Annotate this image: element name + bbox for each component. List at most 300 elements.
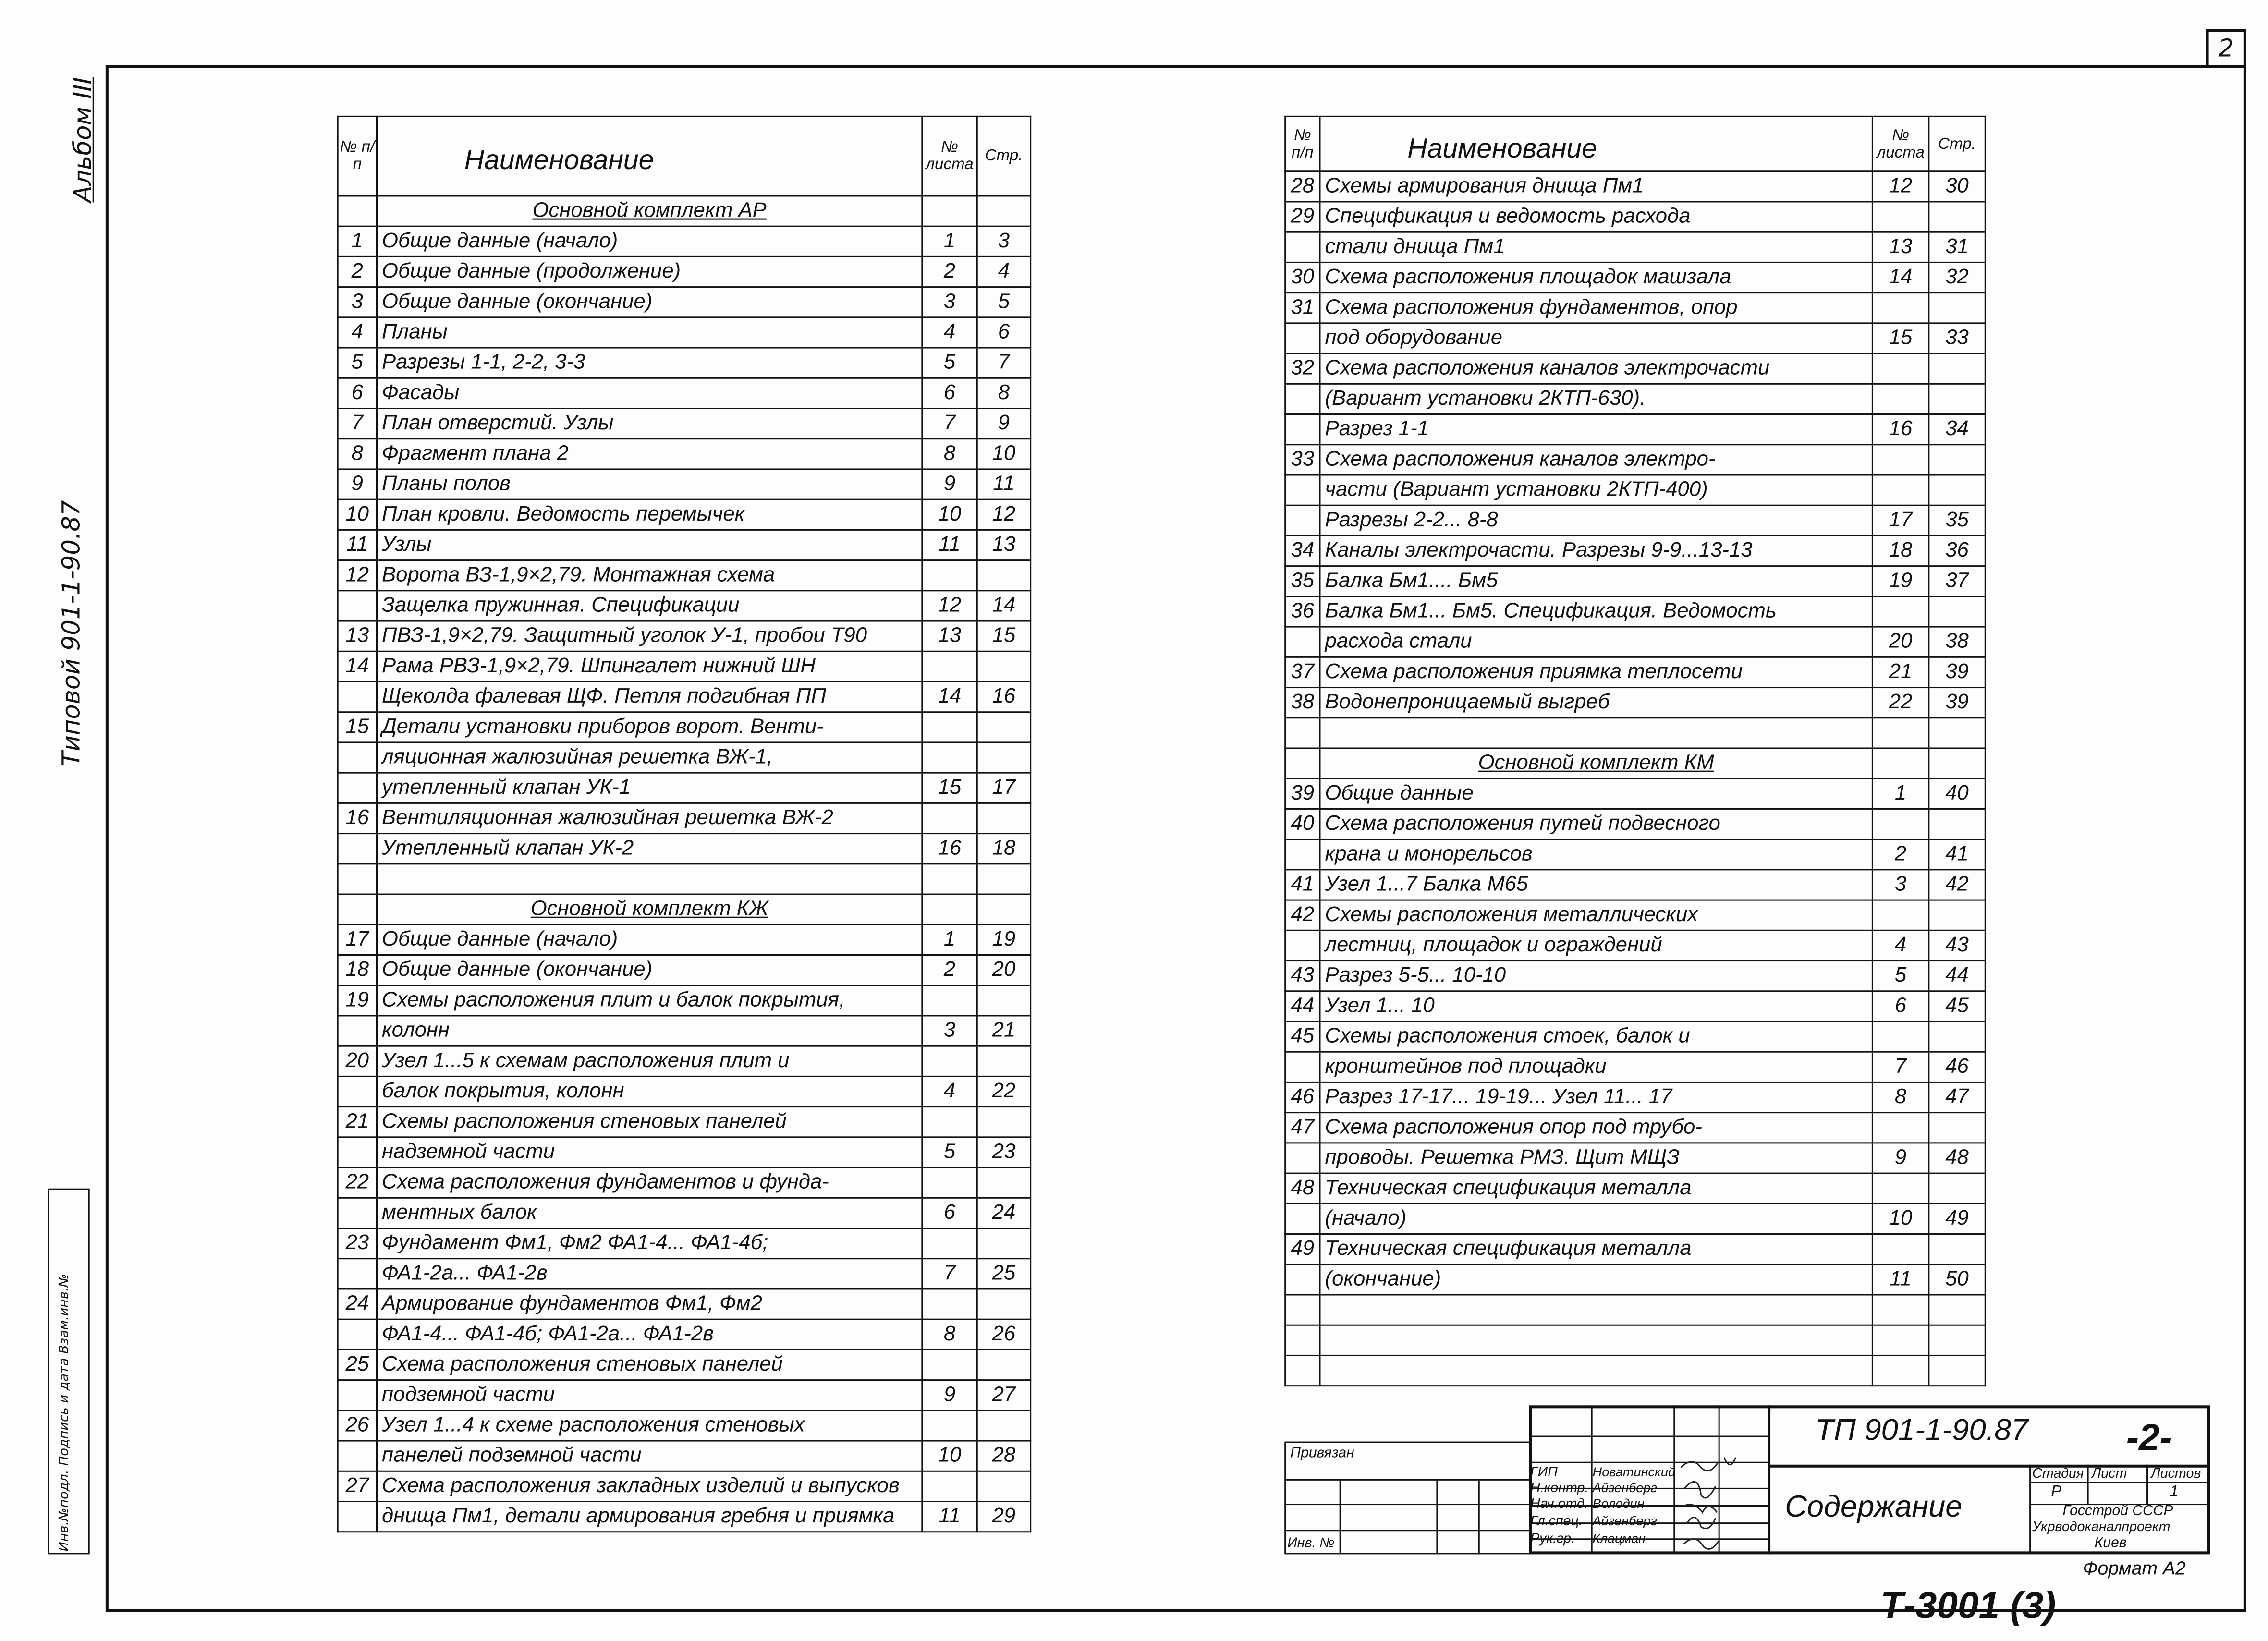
row-page: 18 [977,834,1030,864]
table-row [338,226,1031,256]
row-name: Общие данные (продолжение) [377,256,922,287]
row-number: 42 [1285,900,1320,930]
table-row [338,469,1031,499]
row-page: 41 [1929,839,1985,870]
row-number: 38 [1285,688,1320,718]
row-name: Разрезы 2-2... 8-8 [1320,505,1872,535]
table-row [338,1167,1031,1198]
row-page [1929,1021,1985,1052]
table-row [338,651,1031,681]
row-number: 46 [1285,1082,1320,1112]
row-name: План кровли. Ведомость перемычек [377,499,922,530]
section-title: Основной комплект КМ [1320,748,1872,778]
org-line-2: Укрводоканалпроект [2032,1519,2170,1536]
row-number [1285,323,1320,353]
row-sheet [1872,445,1928,475]
row-number: 16 [338,803,377,833]
row-sheet [922,1410,977,1441]
row-sheet [1872,809,1928,839]
table-row [1285,293,1986,323]
row-sheet: 2 [922,256,977,287]
row-sheet [922,1046,977,1076]
approval-strip-label: Инв.№подл. Подпись и дата Взам.инв.№ [58,1274,73,1552]
row-name: Схемы расположения стеновых панелей [377,1107,922,1137]
row-number: 25 [338,1349,377,1380]
row-page: 20 [977,955,1030,985]
row-name: Детали установки приборов ворот. Венти- [377,712,922,742]
row-sheet [922,1228,977,1259]
row-page [977,985,1030,1016]
empty-cell [1285,1295,1320,1325]
row-sheet: 7 [922,1259,977,1289]
row-number: 1 [338,226,377,256]
section-row [338,894,1031,924]
row-page [1929,596,1985,627]
table-row [338,317,1031,348]
row-page: 19 [977,924,1030,955]
empty-cell [338,864,377,894]
row-number: 39 [1285,778,1320,809]
empty-cell [1320,718,1872,748]
name-norm-control: Айзенберг [1592,1480,1657,1495]
table-row [338,1228,1031,1259]
row-page: 40 [1929,778,1985,809]
row-name: кронштейнов под площадки [1320,1052,1872,1082]
blank-row [1285,1295,1986,1325]
row-number [1285,627,1320,657]
table-row [338,591,1031,621]
table-row [1285,1264,1986,1295]
row-number [1285,1203,1320,1234]
row-page: 31 [1929,232,1985,262]
row-name: Балка Бм1... Бм5. Спецификация. Ведомость [1320,596,1872,627]
row-page [977,712,1030,742]
name-gip: Новатинский [1592,1464,1676,1479]
row-sheet: 8 [922,439,977,469]
row-sheet: 15 [1872,323,1928,353]
row-name: Рама РВЗ-1,9×2,79. Шпингалет нижний ШН [377,651,922,681]
table-row [338,378,1031,408]
row-sheet: 6 [1872,991,1928,1021]
row-sheet [1872,1113,1928,1143]
row-sheet: 8 [1872,1082,1928,1112]
row-number [338,1016,377,1046]
row-page [1929,748,1985,778]
table-row [338,1046,1031,1076]
table-row [338,1016,1031,1046]
table-row [1285,535,1986,566]
row-name: надземной части [377,1137,922,1167]
header-sheet: № листа [1872,116,1928,171]
row-sheet: 10 [922,499,977,530]
row-page [977,742,1030,773]
row-sheet [922,742,977,773]
row-number: 34 [1285,535,1320,566]
empty-cell [977,864,1030,894]
row-name: Щеколда фалевая ЩФ. Петля подгибная ПП [377,681,922,712]
row-page: 12 [977,499,1030,530]
table-row [338,499,1031,530]
table-row [1285,809,1986,839]
row-page: 27 [977,1380,1030,1410]
header-page: Стр. [977,116,1030,196]
row-name: ляционная жалюзийная решетка ВЖ-1, [377,742,922,773]
table-row [338,681,1031,712]
blank-row [1285,718,1986,748]
table-row [338,834,1031,864]
row-sheet: 11 [1872,1264,1928,1295]
empty-cell [1929,1325,1985,1355]
empty-cell [1872,718,1928,748]
row-name: крана и монорельсов [1320,839,1872,870]
org-line-1: Госстрой СССР [2062,1504,2173,1520]
row-name: (начало) [1320,1203,1872,1234]
header-name: Наименование [377,116,922,196]
name-dept-head: Володин [1592,1496,1645,1511]
table-row [338,256,1031,287]
header-number: № п/п [338,116,377,196]
row-sheet: 3 [922,287,977,317]
row-number: 13 [338,621,377,651]
row-sheet [1872,1173,1928,1203]
row-number: 21 [338,1107,377,1137]
row-page: 35 [1929,505,1985,535]
table-row [1285,1173,1986,1203]
row-sheet: 1 [922,226,977,256]
attached-label: Привязан [1290,1446,1354,1462]
row-sheet [922,560,977,591]
row-sheet [1872,748,1928,778]
row-number [338,1502,377,1532]
row-name: Узел 1...5 к схемам расположения плит и [377,1046,922,1076]
row-sheet: 9 [922,1380,977,1410]
row-number: 43 [1285,961,1320,991]
row-number: 24 [338,1289,377,1319]
table-row [1285,991,1986,1021]
row-sheet: 19 [1872,566,1928,596]
row-name: утепленный клапан УК-1 [377,773,922,803]
row-sheet [922,1471,977,1501]
row-name: ментных балок [377,1198,922,1228]
row-page: 17 [977,773,1030,803]
row-sheet: 1 [1872,778,1928,809]
row-sheet: 5 [1872,961,1928,991]
row-name: Схема расположения площадок машзала [1320,262,1872,292]
blank-row [1285,1325,1986,1355]
row-name: Узел 1...7 Балка М65 [1320,870,1872,900]
row-number: 18 [338,955,377,985]
row-number [338,1319,377,1349]
row-number: 45 [1285,1021,1320,1052]
empty-cell [1320,1355,1872,1386]
table-row [338,955,1031,985]
row-page: 32 [1929,262,1985,292]
row-number: 31 [1285,293,1320,323]
row-page [1929,1173,1985,1203]
empty-cell [1285,718,1320,748]
row-number: 19 [338,985,377,1016]
row-sheet: 11 [922,530,977,560]
table-row [1285,505,1986,535]
row-sheet: 13 [922,621,977,651]
row-number [1285,1143,1320,1173]
row-number: 14 [338,651,377,681]
row-page [977,1046,1030,1076]
row-number: 36 [1285,596,1320,627]
inventory-no-label: Инв. № [1287,1535,1335,1552]
table-header-row [338,116,1031,196]
row-sheet [1872,900,1928,930]
row-number [338,591,377,621]
row-number: 48 [1285,1173,1320,1203]
table-row [338,803,1031,833]
row-number [1285,839,1320,870]
table-row [338,924,1031,955]
row-number: 20 [338,1046,377,1076]
row-name: подземной части [377,1380,922,1410]
row-name: колонн [377,1016,922,1046]
row-number: 4 [338,317,377,348]
table-row [1285,566,1986,596]
table-row [1285,1234,1986,1264]
row-name: Схема расположения путей подвесного [1320,809,1872,839]
row-number: 23 [338,1228,377,1259]
row-name: Армирование фундаментов Фм1, Фм2 [377,1289,922,1319]
table-row [338,1380,1031,1410]
row-sheet [922,1289,977,1319]
row-page [977,1349,1030,1380]
row-name: Схемы расположения металлических [1320,900,1872,930]
table-row [1285,961,1986,991]
row-name: ПВЗ-1,9×2,79. Защитный уголок У-1, пробои Т90 [377,621,922,651]
row-number: 44 [1285,991,1320,1021]
row-name: Утепленный клапан УК-2 [377,834,922,864]
row-sheet: 20 [1872,627,1928,657]
row-sheet [1872,293,1928,323]
row-number [1285,232,1320,262]
table-row [338,621,1031,651]
table-row [338,773,1031,803]
row-sheet [1872,475,1928,505]
row-number [1285,748,1320,778]
row-page [1929,1234,1985,1264]
row-page [977,894,1030,924]
row-sheet [922,894,977,924]
album-label: Альбом III [69,77,98,203]
row-number: 17 [338,924,377,955]
row-page: 16 [977,681,1030,712]
row-number [338,742,377,773]
row-sheet: 14 [922,681,977,712]
row-page: 5 [977,287,1030,317]
role-norm-control: Н.контр. [1530,1480,1589,1496]
table-row [1285,778,1986,809]
row-page [977,1107,1030,1137]
row-sheet: 12 [1872,171,1928,202]
row-page [1929,353,1985,384]
table-row [338,560,1031,591]
row-page: 39 [1929,688,1985,718]
row-sheet: 14 [1872,262,1928,292]
row-name: Схема расположения опор под трубо- [1320,1113,1872,1143]
row-sheet: 16 [922,834,977,864]
row-number [338,1441,377,1471]
row-number: 33 [1285,445,1320,475]
table-row [338,1259,1031,1289]
row-name: Общие данные [1320,778,1872,809]
row-name: Ворота ВЗ-1,9×2,79. Монтажная схема [377,560,922,591]
row-number [338,196,377,226]
role-chief-spec: Гл.спец. [1530,1514,1583,1530]
table-row [338,1076,1031,1106]
row-page: 46 [1929,1052,1985,1082]
row-page [977,1410,1030,1441]
sheet-number-corner: 2 [2206,29,2246,65]
row-sheet: 7 [1872,1052,1928,1082]
row-name: проводы. Решетка РМЗ. Щит МЩЗ [1320,1143,1872,1173]
row-page: 37 [1929,566,1985,596]
row-sheet: 2 [922,955,977,985]
table-row [1285,445,1986,475]
row-page [977,1167,1030,1198]
row-number: 37 [1285,657,1320,687]
row-page: 26 [977,1319,1030,1349]
table-row [338,1137,1031,1167]
table-row [338,348,1031,378]
row-page: 48 [1929,1143,1985,1173]
table-row [338,985,1031,1016]
table-row [1285,596,1986,627]
row-sheet: 6 [922,378,977,408]
table-row [1285,323,1986,353]
header-number: № п/п [1285,116,1320,171]
row-page: 44 [1929,961,1985,991]
table-row [1285,1203,1986,1234]
row-sheet [1872,1021,1928,1052]
row-name: днища Пм1, детали армирования гребня и приямка [377,1502,922,1532]
row-number: 28 [1285,171,1320,202]
row-page [1929,1113,1985,1143]
row-page: 25 [977,1259,1030,1289]
table-row [338,287,1031,317]
table-row [1285,839,1986,870]
row-name: Планы полов [377,469,922,499]
row-number [1285,1052,1320,1082]
empty-cell [922,864,977,894]
row-page [977,1471,1030,1501]
row-number: 12 [338,560,377,591]
row-number: 2 [338,256,377,287]
empty-cell [1285,1325,1320,1355]
row-sheet: 1 [922,924,977,955]
row-name: Схемы расположения плит и балок покрытия, [377,985,922,1016]
role-gip: ГИП [1530,1464,1558,1481]
row-sheet: 4 [1872,930,1928,960]
row-page: 23 [977,1137,1030,1167]
row-page [1929,202,1985,232]
row-number: 32 [1285,353,1320,384]
row-page [1929,900,1985,930]
table-row [338,1107,1031,1137]
row-name: Узлы [377,530,922,560]
table-row [1285,688,1986,718]
name-chief-spec: Айзенберг [1592,1514,1657,1529]
row-name: Вентиляционная жалюзийная решетка ВЖ-2 [377,803,922,833]
table-row [1285,1052,1986,1082]
row-page: 34 [1929,414,1985,445]
empty-cell [1929,1355,1985,1386]
row-name: Узел 1...4 к схеме расположения стеновых [377,1410,922,1441]
row-sheet: 13 [1872,232,1928,262]
row-number: 41 [1285,870,1320,900]
row-name: балок покрытия, колонн [377,1076,922,1106]
row-page: 9 [977,408,1030,438]
row-number: 9 [338,469,377,499]
row-sheet: 11 [922,1502,977,1532]
row-name: Схема расположения фундаментов, опор [1320,293,1872,323]
row-number: 49 [1285,1234,1320,1264]
row-name: ФА1-4... ФА1-4б; ФА1-2а... ФА1-2в [377,1319,922,1349]
row-number: 26 [338,1410,377,1441]
row-page: 4 [977,256,1030,287]
row-sheet: 4 [922,317,977,348]
row-number [338,1259,377,1289]
row-number: 11 [338,530,377,560]
row-page: 50 [1929,1264,1985,1295]
row-name: Схема расположения каналов электрочасти [1320,353,1872,384]
row-name: Узел 1... 10 [1320,991,1872,1021]
header-page: Стр. [1929,116,1985,171]
row-sheet: 3 [1872,870,1928,900]
row-name: расхода стали [1320,627,1872,657]
section-title: Основной комплект АР [377,196,922,226]
contents-table-right [1284,116,1986,1386]
blank-row [338,864,1031,894]
row-number: 27 [338,1471,377,1501]
row-page: 29 [977,1502,1030,1532]
row-page: 30 [1929,171,1985,202]
row-name: Схема расположения фундаментов и фунда- [377,1167,922,1198]
row-page [1929,475,1985,505]
row-name: Водонепроницаемый выгреб [1320,688,1872,718]
org-line-3: Киев [2094,1535,2127,1552]
row-number [338,681,377,712]
row-name: (окончание) [1320,1264,1872,1295]
table-row [338,1502,1031,1532]
empty-cell [1320,1325,1872,1355]
table-row [338,439,1031,469]
row-page: 38 [1929,627,1985,657]
row-sheet [1872,596,1928,627]
table-row [1285,870,1986,900]
table-row [1285,171,1986,202]
row-name: Общие данные (начало) [377,226,922,256]
row-name: ФА1-2а... ФА1-2в [377,1259,922,1289]
row-page: 8 [977,378,1030,408]
row-page: 45 [1929,991,1985,1021]
header-sheet: № листа [922,116,977,196]
row-number [1285,930,1320,960]
table-row [338,1349,1031,1380]
row-page [977,196,1030,226]
table-row [338,1471,1031,1501]
row-name: Схема расположения каналов электро- [1320,445,1872,475]
row-page: 49 [1929,1203,1985,1234]
table-row [1285,930,1986,960]
row-number: 8 [338,439,377,469]
row-page: 3 [977,226,1030,256]
row-sheet: 9 [922,469,977,499]
